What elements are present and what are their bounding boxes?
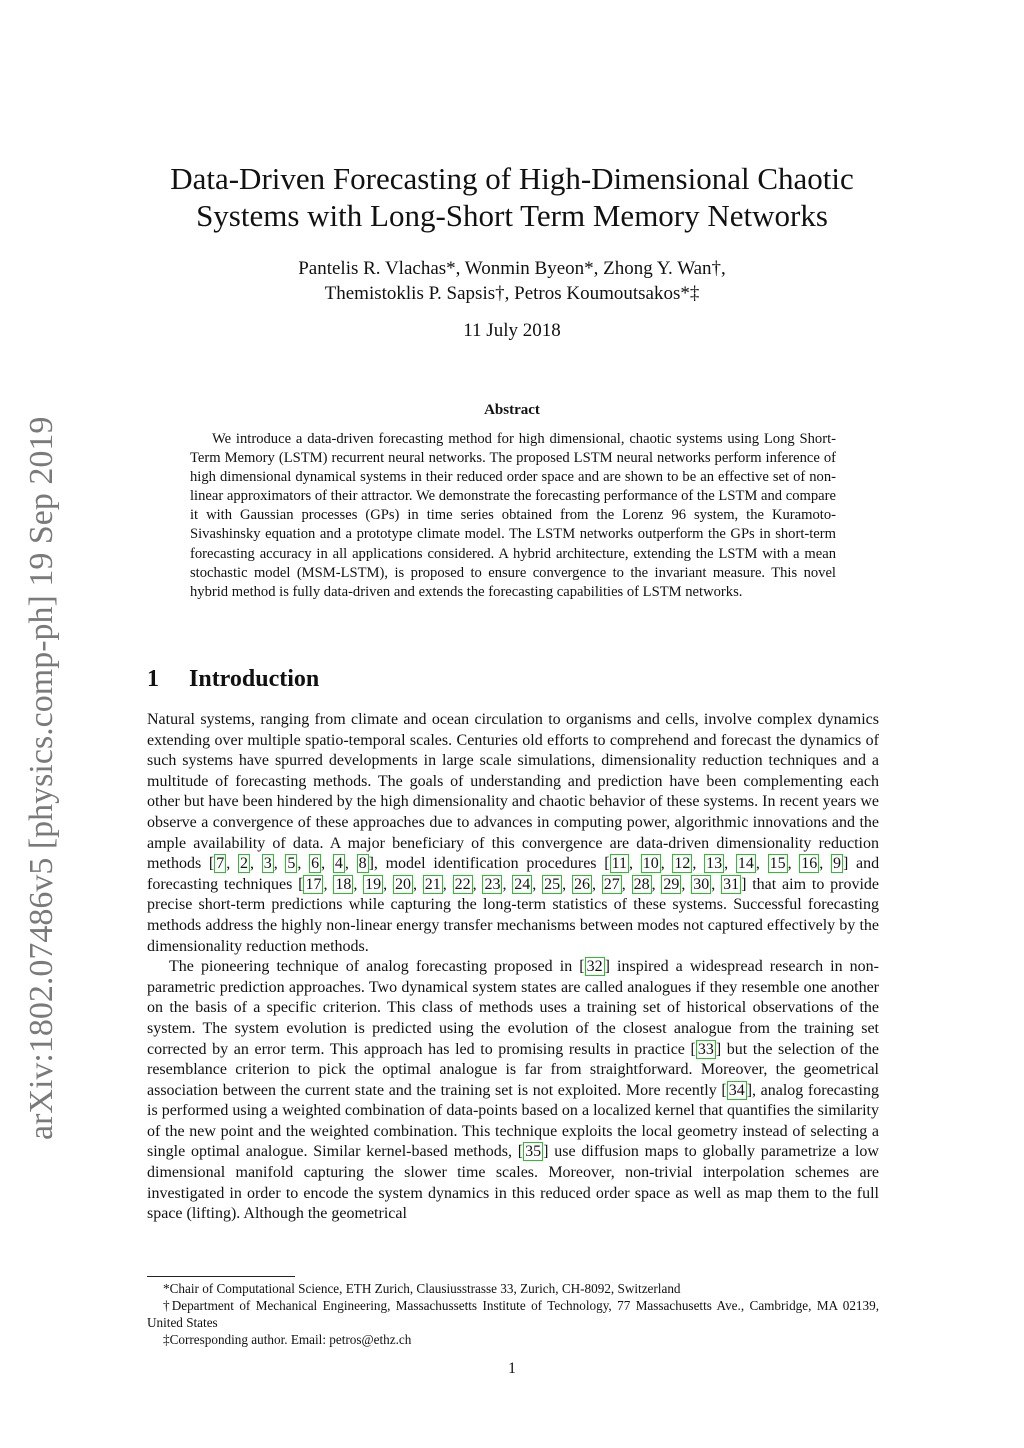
title-line-2: Systems with Long-Short Term Memory Networks	[196, 198, 828, 233]
section-number: 1	[147, 666, 159, 692]
citation-link[interactable]: 15	[769, 855, 786, 873]
citation-link[interactable]: 8	[358, 855, 367, 873]
citation-link[interactable]: 4	[334, 855, 343, 873]
p2-text-d: ], analog forecasting is performed using a weighted combination of data-points based on a localized kernel that quantifies the similarity of the new point and the weighted combination. This technique exploits the local geometry instead of selecting a single optimal analogue. Similar kernel-based methods, [	[147, 1081, 879, 1161]
p1-text-d: ] that aim to provide precise short-term predictions while capturing the long-term statistics of these systems. Successful forecasting methods address the highly non-linear energy transfer mechanisms between modes not captured effectively by the dimensionality reduction methods.	[147, 875, 880, 955]
section-heading-introduction	[147, 666, 319, 693]
paragraph-2	[147, 957, 879, 1225]
citation-link[interactable]: 17	[305, 875, 322, 893]
citation-link[interactable]: 33	[697, 1040, 714, 1058]
citation-link[interactable]: 28	[633, 875, 650, 893]
footnotes	[147, 1280, 879, 1348]
citation-link[interactable]: 2	[239, 855, 248, 873]
citation-link[interactable]: 26	[573, 875, 590, 893]
citation-link[interactable]: 9	[833, 855, 841, 873]
citation-link[interactable]: 22	[454, 875, 471, 893]
introduction-body	[147, 710, 879, 1225]
arxiv-stamp-text: arXiv:1802.07486v5 [physics.comp-ph] 19 Sep 2019	[23, 416, 60, 1140]
authors-line-2: Themistoklis P. Sapsis†, Petros Koumoutsakos*‡	[324, 283, 700, 304]
citation-link[interactable]: 31	[723, 875, 740, 893]
citation-link[interactable]: 11	[611, 855, 627, 873]
abstract-heading: Abstract	[484, 402, 540, 418]
abstract-body	[190, 430, 836, 602]
citation-link[interactable]: 21	[424, 875, 441, 893]
cite-group-1: 7 , 2 , 3 , 5 , 6 , 4 , 8	[216, 855, 367, 873]
citation-link[interactable]: 29	[663, 875, 680, 893]
page-number: 1	[508, 1360, 516, 1377]
footnote-2: †Department of Mechanical Engineering, Massachussetts Institute of Technology, 77 Massachusetts Ave., Cambridge, MA 02139, United States	[147, 1298, 879, 1330]
authors-line-1: Pantelis R. Vlachas*, Wonmin Byeon*, Zhong Y. Wan†,	[298, 258, 726, 279]
citation-link[interactable]: 32	[586, 958, 603, 976]
citation-link[interactable]: 14	[737, 855, 754, 873]
citation-link[interactable]: 19	[365, 875, 382, 893]
footnote-rule	[147, 1276, 295, 1277]
citation-link[interactable]: 24	[514, 875, 531, 893]
citation-link[interactable]: 25	[544, 875, 561, 893]
paper-date: 11 July 2018	[463, 320, 561, 341]
footnote-1: *Chair of Computational Science, ETH Zurich, Clausiusstrasse 33, Zurich, CH-8092, Switzerland	[163, 1281, 681, 1296]
paragraph-1	[147, 710, 879, 957]
citation-link[interactable]: 7	[216, 855, 225, 873]
authors	[140, 256, 884, 306]
p2-text-a: The pioneering technique of analog forecasting proposed in [	[169, 958, 585, 976]
citation-link[interactable]: 12	[674, 855, 691, 873]
citation-link[interactable]: 16	[801, 855, 818, 873]
p1-text-b: ], model identification procedures [	[368, 855, 610, 873]
p1-text-a: Natural systems, ranging from climate and ocean circulation to organisms and cells, involve complex dynamics extending over multiple spatio-temporal scales. Centuries old efforts to comprehend and forecast the dynamics of such systems have spurred developments in large scale simulations, dimensionality reduction techniques and a multitude of forecasting methods. The goals of understanding and prediction have been complementing each other but have been hindered by the high dimensionality and chaotic behavior of these systems. In recent years we observe a convergence of these approaches due to advances in computing power, algorithmic innovations and the ample availability of data. A major beneficiary of this convergence are data-driven dimensionality reduction methods [	[147, 711, 879, 873]
citation-link[interactable]: 23	[484, 875, 501, 893]
citation-link[interactable]: 5	[287, 855, 296, 873]
abstract-text: We introduce a data-driven forecasting method for high dimensional, chaotic systems using Long Short-Term Memory (LSTM) recurrent neural networks. The proposed LSTM neural networks perform inference of high dimensional dynamical systems in their reduced order space and are shown to be an effective set of non-linear approximators of their attractor. We demonstrate the forecasting performance of the LSTM and compare it with Gaussian processes (GPs) in time series obtained from the Lorenz 96 system, the Kuramoto-Sivashinsky equation and a prototype climate model. The LSTM networks outperform the GPs in short-term forecasting accuracy in all applications considered. A hybrid architecture, extending the LSTM with a mean stochastic model (MSM-LSTM), is proposed to ensure convergence to the invariant measure. This novel hybrid method is fully data-driven and extends the forecasting capabilities of LSTM networks.	[190, 431, 836, 600]
citation-link[interactable]: 6	[311, 855, 320, 873]
arxiv-stamp	[20, 380, 68, 1150]
citation-link[interactable]: 30	[693, 875, 710, 893]
citation-link[interactable]: 10	[642, 855, 659, 873]
citation-link[interactable]: 27	[603, 875, 620, 893]
citation-link[interactable]: 18	[335, 875, 352, 893]
citation-link[interactable]: 13	[706, 855, 723, 873]
p2-text-c: ] but the selection of the resemblance criterion to pick the optimal analogue is far from straightforward. Moreover, the geometrical association between the current state and the training set is not exploited. More recently [	[147, 1040, 880, 1099]
citation-link[interactable]: 35	[525, 1143, 542, 1161]
p2-text-b: ] inspired a widespread research in non-parametric prediction approaches. Two dynamical system states are called analogues if they resemble one another on the basis of a specific criterion. This class of methods uses a training set of historical observations of the system. The system evolution is predicted using the evolution of the closest analogue from the training set corrected by an error term. This approach has led to promising results in practice [	[147, 958, 879, 1058]
citation-link[interactable]: 34	[728, 1081, 745, 1099]
cite-group-2: 11 , 10 , 12 , 13 , 14 , 15 , 16 , 9	[611, 855, 841, 873]
paper-title	[140, 160, 884, 234]
cite-group-3: 17 , 18 , 19 , 20 , 21 , 22 , 23 , 24 , 25 , 26 , 27 , 28 , 29 , 30 , 31	[305, 875, 740, 893]
citation-link[interactable]: 3	[263, 855, 272, 873]
title-line-1: Data-Driven Forecasting of High-Dimensional Chaotic	[170, 161, 854, 196]
p2-text-e: ] use diffusion maps to globally parametrize a low dimensional manifold capturing the slower time scales. Moreover, non-trivial interpolation schemes are investigated in order to encode the system dynamics in this reduced order space as well as map them to the full space (lifting). Although the geometrical	[147, 1143, 879, 1223]
footnote-3: ‡Corresponding author. Email: petros@ethz.ch	[163, 1332, 412, 1347]
section-title: Introduction	[189, 666, 320, 692]
p1-text-c: ] and forecasting techniques [	[147, 855, 880, 893]
citation-link[interactable]: 20	[394, 875, 411, 893]
